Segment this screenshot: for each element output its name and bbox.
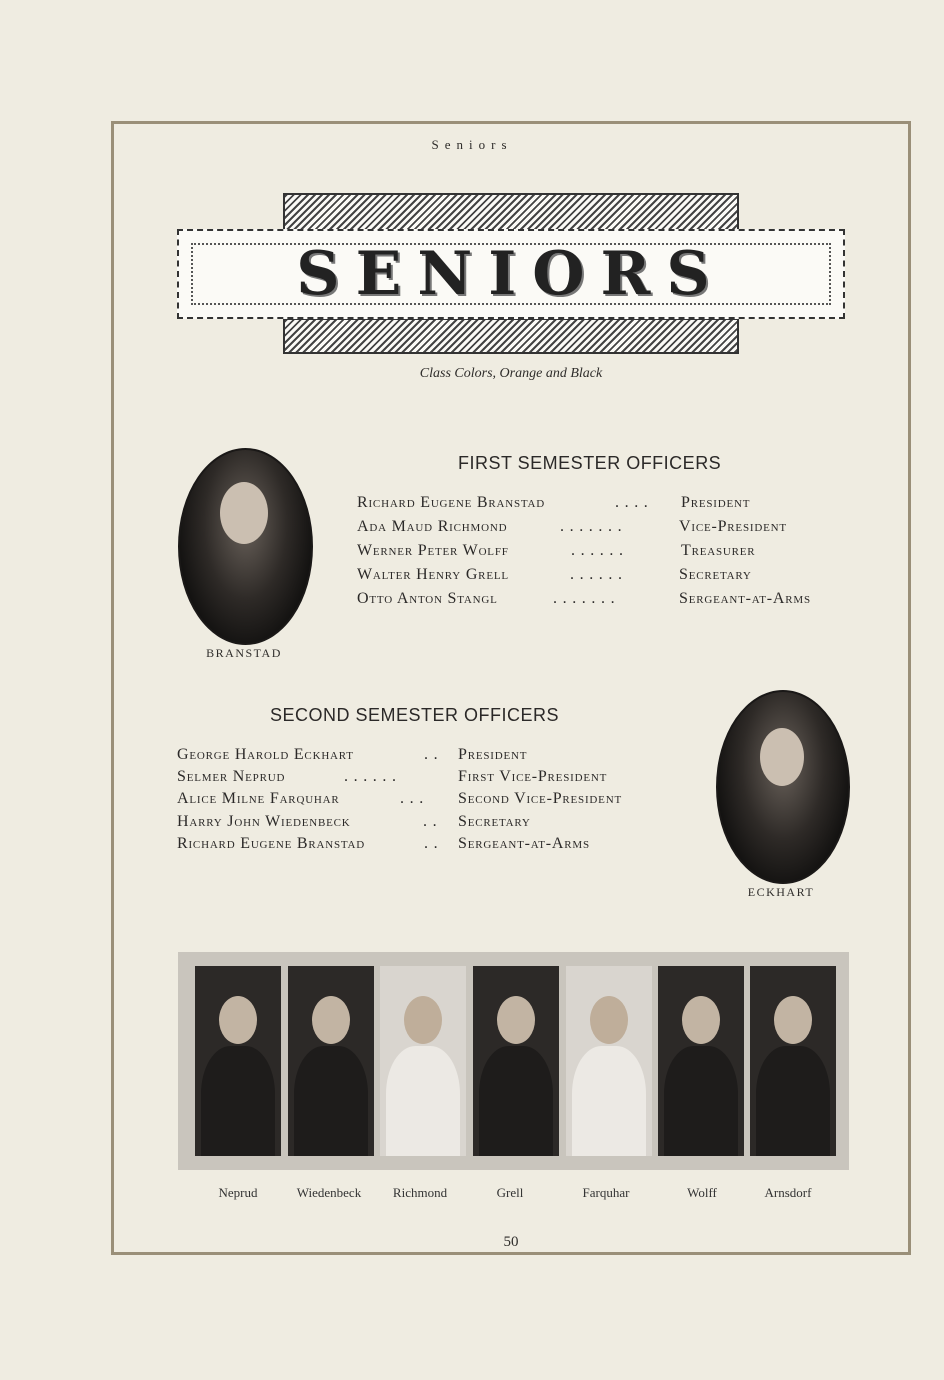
leader-dots: . . . . . . (571, 542, 624, 559)
officer-name: Harry John Wiedenbeck (177, 813, 351, 830)
officer-name: Ada Maud Richmond (357, 518, 508, 535)
officer-title: Sergeant-at-Arms (679, 590, 811, 607)
leader-dots: . . . (400, 790, 424, 807)
banner-upper-hatch (283, 193, 739, 233)
leader-dots: . . . . . . . (560, 518, 623, 535)
first-semester-heading: FIRST SEMESTER OFFICERS (458, 453, 722, 473)
officer-title: President (681, 494, 751, 511)
portrait-face (220, 482, 268, 544)
caption-neprud: Neprud (218, 1185, 258, 1200)
second-semester-heading: SECOND SEMESTER OFFICERS (270, 705, 560, 725)
page-number: 50 (503, 1234, 519, 1250)
officer-title: Secretary (679, 566, 752, 583)
caption-arnsdorf: Arnsdorf (764, 1185, 812, 1200)
leader-dots: . . . . . . (570, 566, 623, 583)
photo-farquhar (566, 966, 652, 1156)
leader-dots: . . . . . . (344, 768, 397, 785)
portrait-label-branstad: BRANSTAD (206, 646, 282, 660)
leader-dots: . . (424, 746, 439, 763)
leader-dots: . . . . . . . (553, 590, 616, 607)
officer-name: Alice Milne Farquhar (177, 790, 340, 807)
class-colors-caption: Class Colors, Orange and Black (419, 366, 603, 381)
officer-name: Richard Eugene Branstad (357, 494, 546, 511)
officer-title: Secretary (458, 813, 531, 830)
photo-grell (473, 966, 559, 1156)
caption-farquhar: Farquhar (582, 1185, 630, 1200)
banner-word: SENIORS (296, 239, 726, 309)
portrait-eckhart (716, 690, 850, 884)
running-head: Seniors (431, 137, 513, 152)
officer-title: Second Vice-President (458, 790, 622, 807)
photo-neprud (195, 966, 281, 1156)
caption-wiedenbeck: Wiedenbeck (296, 1185, 362, 1200)
caption-richmond: Richmond (392, 1185, 448, 1200)
officer-title: Treasurer (681, 542, 756, 559)
portrait-face (760, 728, 804, 786)
leader-dots: . . (424, 835, 439, 852)
officer-name: George Harold Eckhart (177, 746, 354, 763)
leader-dots: . . (423, 813, 438, 830)
leader-dots: . . . . (615, 494, 649, 511)
banner-inner-frame (191, 239, 831, 309)
photo-wiedenbeck (288, 966, 374, 1156)
officer-name: Walter Henry Grell (357, 566, 509, 583)
officer-title: Vice-President (679, 518, 787, 535)
officer-name: Otto Anton Stangl (357, 590, 498, 607)
photo-arnsdorf (750, 966, 836, 1156)
portrait-label-eckhart: ECKHART (747, 885, 815, 899)
officer-title: First Vice-President (458, 768, 608, 785)
caption-wolff: Wolff (687, 1185, 717, 1200)
officer-title: Sergeant-at-Arms (458, 835, 590, 852)
banner-lower-hatch (283, 318, 739, 354)
officer-name: Richard Eugene Branstad (177, 835, 366, 852)
seniors-banner (177, 229, 845, 319)
photo-wolff (658, 966, 744, 1156)
officer-name: Werner Peter Wolff (357, 542, 509, 559)
group-photo-strip (178, 952, 849, 1170)
portrait-branstad (178, 448, 313, 645)
photo-richmond (380, 966, 466, 1156)
caption-grell: Grell (496, 1185, 524, 1200)
officer-name: Selmer Neprud (177, 768, 286, 785)
officer-title: President (458, 746, 528, 763)
